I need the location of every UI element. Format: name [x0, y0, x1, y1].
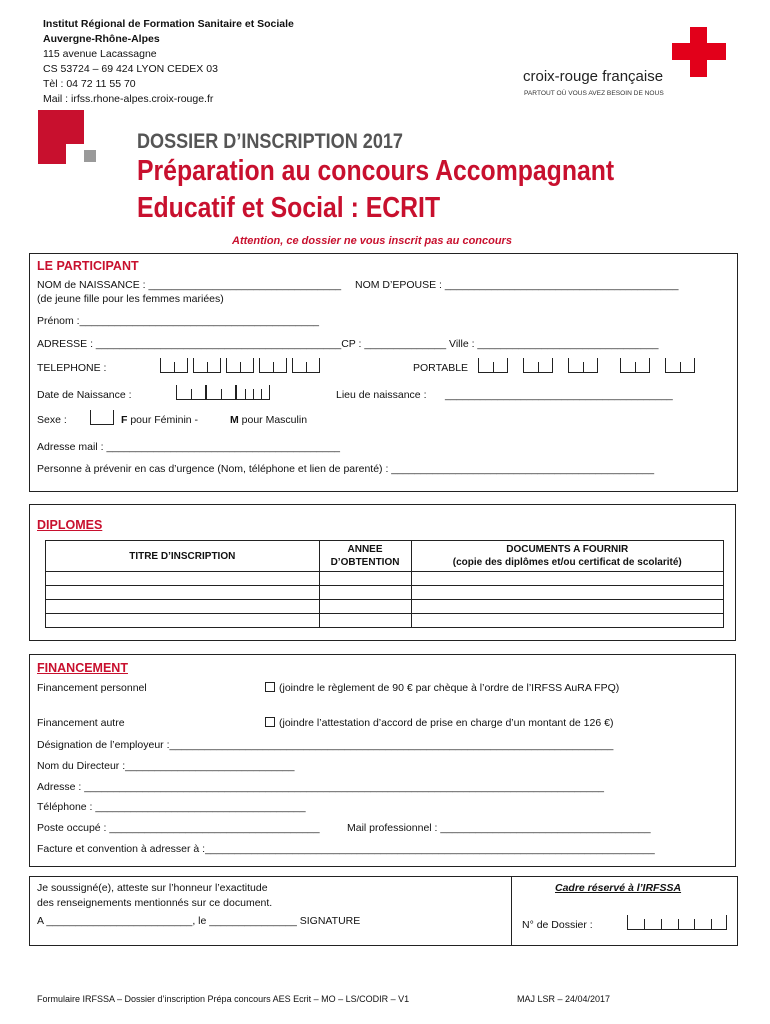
sexe-label: Sexe : [37, 414, 67, 426]
institute-name: Institut Régional de Formation Sanitaire et Sociale [43, 18, 294, 30]
diplomes-table [45, 540, 724, 628]
date-naissance-label: Date de Naissance : [37, 389, 132, 401]
table-row[interactable] [46, 572, 724, 586]
jeune-fille-note: (de jeune fille pour les femmes mariées) [37, 293, 224, 305]
poste-field[interactable]: Poste occupé : ____________________________________ [37, 822, 320, 834]
page-title-line2: Educatif et Social : ECRIT [137, 192, 441, 224]
financement-autre-label: Financement autre [37, 717, 125, 729]
adresse-field[interactable]: ADRESSE : __________________________________________CP : ______________ Ville : _______________________________ [37, 338, 659, 350]
attestation-line2: des renseignements mentionnés sur ce document. [37, 897, 273, 909]
diplomes-title: DIPLOMES [37, 518, 103, 532]
institute-mail: Mail : irfss.rhone-alpes.croix-rouge.fr [43, 93, 214, 105]
financement-personnel-option[interactable]: (joindre le règlement de 90 € par chèque à l’ordre de l’IRFSS AuRA FPQ) [265, 682, 619, 694]
fin-telephone-field[interactable]: Téléphone : ____________________________________ [37, 801, 306, 813]
attention-notice: Attention, ce dossier ne vous inscrit pas au concours [232, 235, 512, 247]
col-titre-inscription: TITRE D’INSCRIPTION [46, 541, 320, 572]
prenom-field[interactable]: Prénom :_________________________________________ [37, 315, 320, 327]
checkbox-personnel[interactable] [265, 682, 275, 692]
cadre-reserve-title: Cadre réservé à l’IRFSSA [555, 882, 682, 894]
footer-form-ref: Formulaire IRFSSA – Dossier d’inscription Prépa concours AES Ecrit – MO – LS/CODIR – V1 [37, 994, 410, 1004]
adresse-mail-field[interactable]: Adresse mail : ________________________________________ [37, 441, 341, 453]
table-row[interactable] [46, 600, 724, 614]
brand-name: croix-rouge française [523, 68, 664, 85]
table-row[interactable] [46, 586, 724, 600]
portable-label: PORTABLE [413, 362, 469, 374]
attestation-line1: Je soussigné(e), atteste sur l’honneur l’exactitude [37, 882, 268, 894]
signature-line[interactable]: A _________________________, le _______________ SIGNATURE [37, 915, 361, 927]
institute-cs: CS 53724 – 69 424 LYON CEDEX 03 [43, 63, 218, 75]
page-title-line1: Préparation au concours Accompagnant [137, 155, 615, 187]
financement-autre-option[interactable]: (joindre l’attestation d’accord de prise en charge d’un montant de 126 €) [265, 717, 613, 729]
attestation-divider [511, 876, 512, 946]
dossier-number-label: N° de Dossier : [522, 919, 593, 931]
sexe-m-option: M pour Masculin [230, 414, 308, 426]
telephone-label: TELEPHONE : [37, 362, 107, 374]
sexe-box[interactable] [90, 410, 114, 425]
financement-title: FINANCEMENT [37, 661, 128, 675]
col-documents: DOCUMENTS A FOURNIR (copie des diplômes et/ou certificat de scolarité) [411, 541, 724, 572]
nom-naissance-field[interactable]: NOM de NAISSANCE : _________________________________ [37, 279, 342, 291]
nom-epouse-field[interactable]: NOM D’EPOUSE : ________________________________________ [355, 279, 679, 291]
dossier-title: DOSSIER D’INSCRIPTION 2017 [137, 130, 403, 153]
lieu-naissance-field[interactable]: _______________________________________ [445, 389, 673, 401]
institute-tel: Tèl : 04 72 11 55 70 [43, 78, 136, 90]
footer-date: MAJ LSR – 24/04/2017 [517, 994, 611, 1004]
fin-adresse-field[interactable]: Adresse : _________________________________________________________________________________________ [37, 781, 604, 793]
urgence-field[interactable]: Personne à prévenir en cas d’urgence (Nom, téléphone et lien de parenté) : _____________________________________________ [37, 463, 655, 475]
directeur-field[interactable]: Nom du Directeur :_____________________________ [37, 760, 295, 772]
institute-region: Auvergne-Rhône-Alpes [43, 33, 160, 45]
red-cross-logo [672, 27, 726, 77]
table-row[interactable] [46, 614, 724, 628]
sexe-f-option: F pour Féminin - [121, 414, 199, 426]
facture-field[interactable]: Facture et convention à adresser à :_____________________________________________________________________________ [37, 843, 655, 855]
institute-street: 115 avenue Lacassagne [43, 48, 157, 60]
participant-title: LE PARTICIPANT [37, 259, 139, 273]
col-annee-obtention: ANNEE D’OBTENTION [319, 541, 411, 572]
irfss-logo [38, 110, 98, 164]
brand-tagline: PARTOUT OÙ VOUS AVEZ BESOIN DE NOUS [524, 90, 664, 97]
checkbox-autre[interactable] [265, 717, 275, 727]
financement-personnel-label: Financement personnel [37, 682, 147, 694]
mail-pro-field[interactable]: Mail professionnel : ____________________________________ [347, 822, 651, 834]
employeur-field[interactable]: Désignation de l’employeur :____________________________________________________________________________ [37, 739, 614, 751]
lieu-naissance-label: Lieu de naissance : [336, 389, 427, 401]
